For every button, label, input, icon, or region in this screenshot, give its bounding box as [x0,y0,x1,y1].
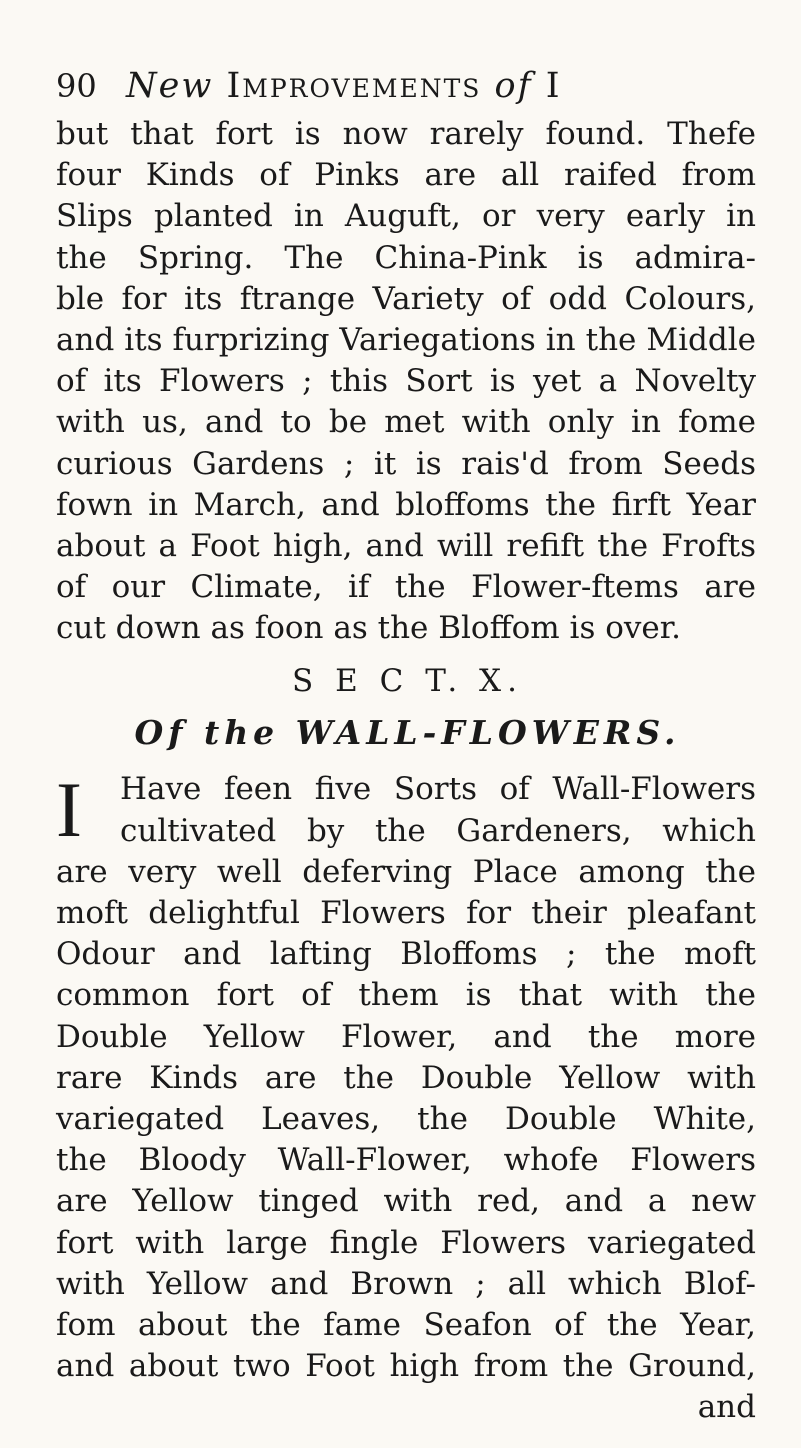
text-line: moft delightful Flowers for their pleafant [56,895,756,931]
text-line: about a Foot high, and will refift the Frofts [56,527,756,564]
text-line: and its furprizing Variegations in the Middle [56,321,756,358]
text-line: are Yellow tinged with red, and a new [56,1183,756,1220]
text-line: of its Flowers ; this Sort is yet a Novelty [56,363,756,400]
text-line: are very well deferving Place among the [56,853,756,890]
text-line: of our Climate, if the Flower-ftems are [56,569,756,606]
running-title [126,66,562,106]
text-line: curious Gardens ; it is rais'd from Seeds [56,445,756,482]
text-line: fown in March, and bloffoms the firft Year [56,486,756,523]
page-header [56,66,759,106]
text-line: with Yellow and Brown ; all which Blof- [56,1265,756,1302]
text-line: with us, and to be met with only in fome [56,404,756,441]
drop-cap: I [56,766,82,854]
text-line: and about two Foot high from the Ground, [56,1348,756,1385]
text-line: cultivated by the Gardeners, which [120,812,756,849]
running-title-of: of [494,66,533,106]
text-line: cut down as foon as the Bloffom is over. [56,610,681,647]
text-line: Slips planted in Auguft, or very early in [56,198,756,235]
text-line: Have feen five Sorts of Wall-Flowers [120,771,756,808]
text-line: Odour and lafting Bloffoms ; the moft [56,936,756,973]
text-line: the Spring. The China-Pink is admira- [56,239,756,276]
section-heading: S E C T. X. [292,663,523,700]
running-title-improvements: Improvements [226,66,482,106]
text-line: ble for its ftrange Variety of odd Colours, [56,280,756,317]
section-title: Of the WALL-FLOWERS. [134,713,681,753]
text-line: variegated Leaves, the Double White, [56,1100,756,1137]
paragraph-wall-flowers [56,766,759,1428]
text-line: fort with large fingle Flowers variegated [56,1224,756,1261]
text-line: rare Kinds are the Double Yellow with [56,1059,756,1096]
running-title-mark: I [545,66,562,106]
catchword: and [697,1389,756,1426]
running-title-new: New [126,66,214,106]
text-line: four Kinds of Pinks are all raifed from [56,157,756,194]
text-line: fom about the fame Seafon of the Year, [56,1306,756,1343]
page-number: 90 [56,67,97,105]
text-line: common fort of them is that with the [56,977,756,1014]
text-line: the Bloody Wall-Flower, whofe Flowers [56,1142,756,1179]
paragraph-pinks [56,114,756,649]
text-line: Double Yellow Flower, and the more [56,1018,756,1055]
text-line: but that fort is now rarely found. Thefe [56,116,756,152]
